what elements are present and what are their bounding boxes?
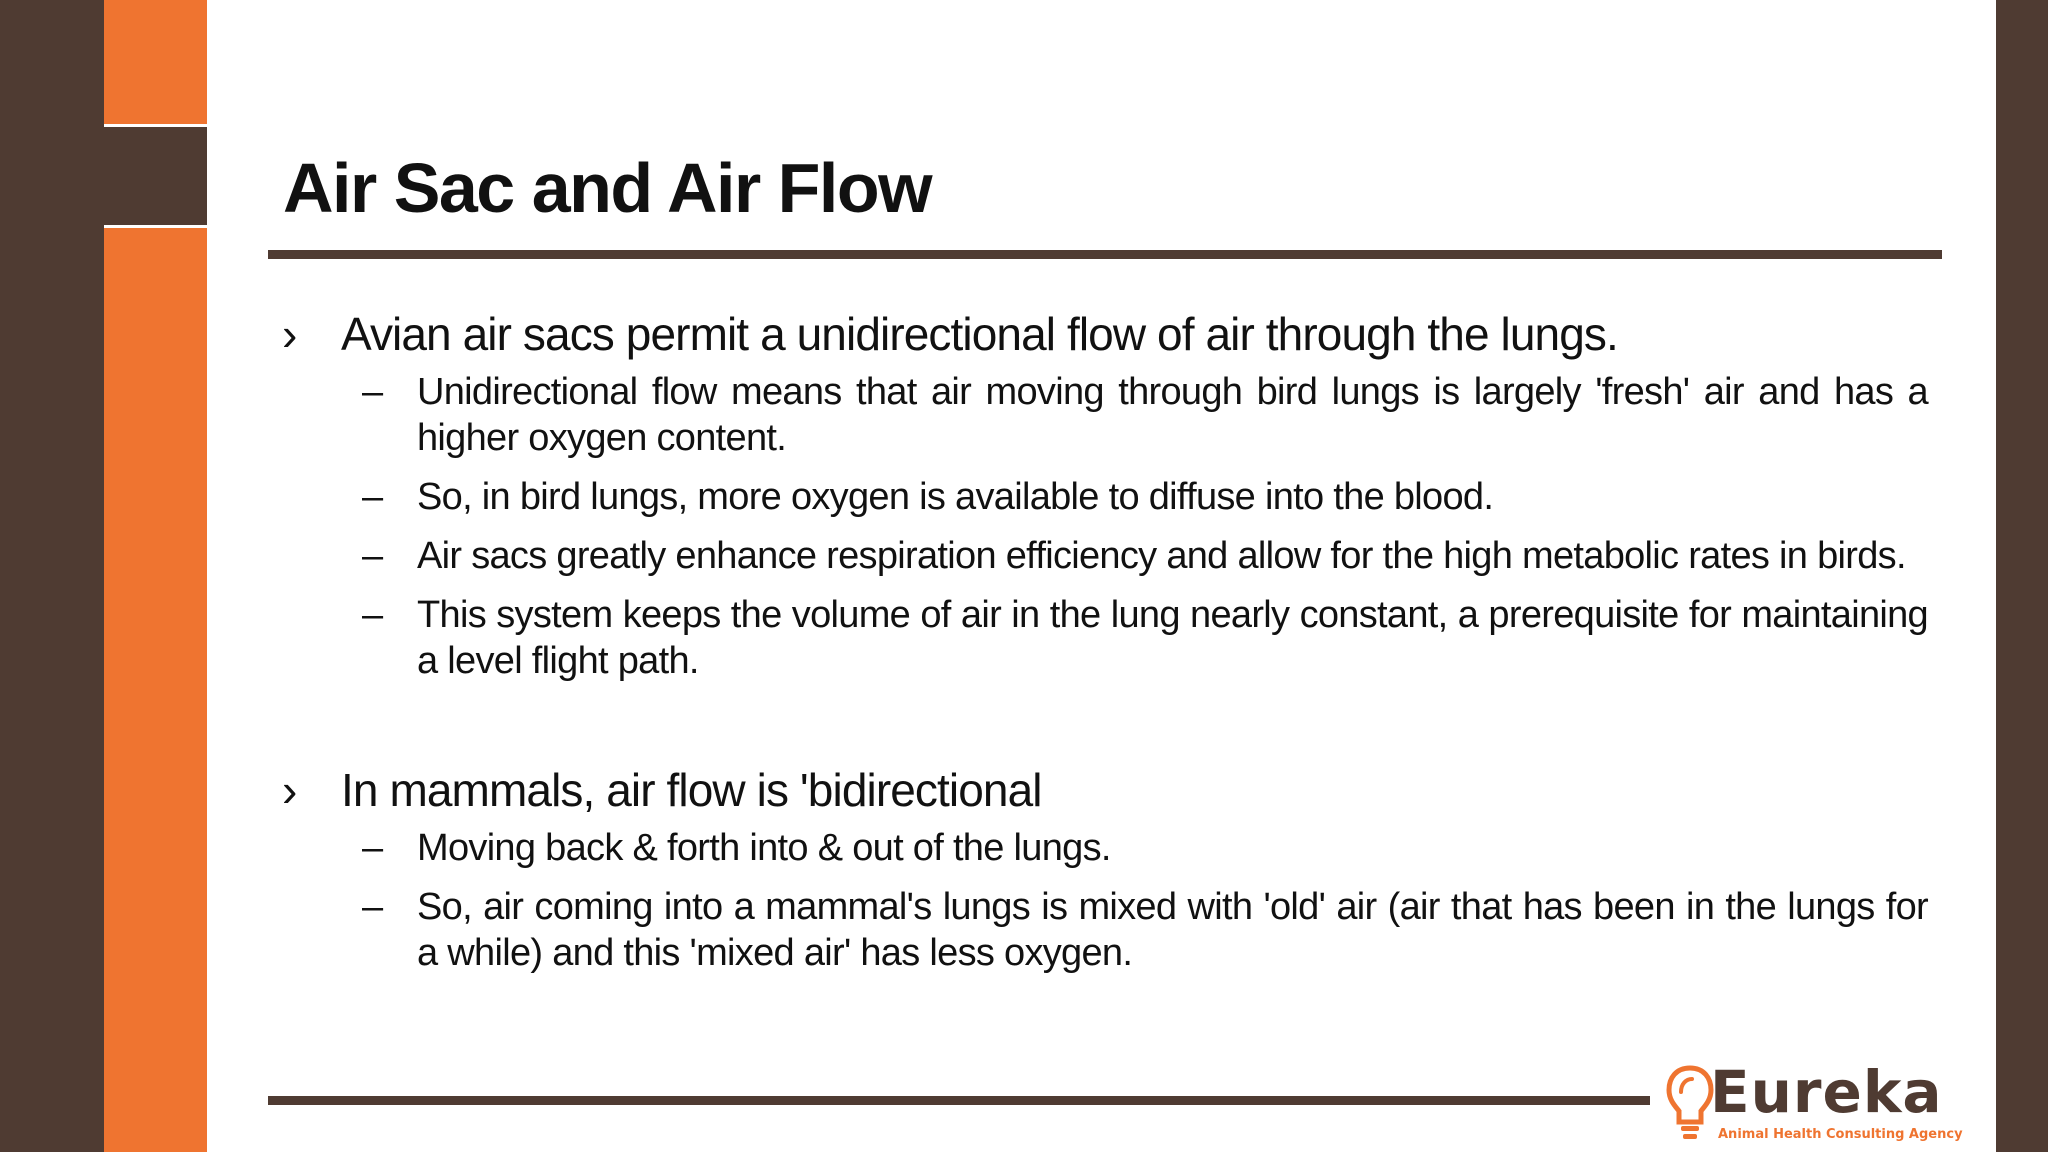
section-mammal: [282, 761, 1928, 976]
dash-bullet-icon: –: [362, 371, 383, 413]
dash-bullet-icon: –: [362, 476, 383, 518]
left-frame-band: [0, 0, 104, 1152]
logo-tagline: Animal Health Consulting Agency: [1718, 1127, 1963, 1142]
sub-point: [282, 474, 1928, 520]
dash-bullet-icon: –: [362, 827, 383, 869]
right-frame-band: [1996, 0, 2048, 1152]
sub-point-text: This system keeps the volume of air in the lung nearly constant, a prerequisite for maintaining a level flight path.: [417, 594, 1928, 682]
accent-divider-bottom: [104, 225, 207, 228]
sub-point-text: Moving back & forth into & out of the lungs.: [417, 827, 1111, 869]
sub-point: [282, 369, 1928, 461]
sub-point: [282, 884, 1928, 976]
accent-block: [104, 127, 207, 225]
bullet-text: Avian air sacs permit a unidirectional flow of air through the lungs.: [341, 308, 1618, 360]
lightbulb-head-icon: [1664, 1064, 1716, 1144]
bullet-text: In mammals, air flow is 'bidirectional: [341, 764, 1042, 816]
chevron-bullet-icon: ›: [282, 764, 297, 816]
dash-bullet-icon: –: [362, 535, 383, 577]
sub-point: [282, 592, 1928, 684]
sub-point-list: [282, 369, 1928, 684]
eureka-logo: [1660, 1058, 1963, 1148]
slide-content: [282, 305, 1928, 989]
sub-point-text: So, in bird lungs, more oxygen is available to diffuse into the blood.: [417, 476, 1494, 518]
title-rule: [268, 250, 1942, 259]
section-avian: [282, 305, 1928, 684]
sub-point-text: Unidirectional flow means that air moving through bird lungs is largely 'fresh' air and has a higher oxygen content.: [417, 371, 1928, 459]
chevron-bullet-icon: ›: [282, 308, 297, 360]
frame-gap: [207, 0, 211, 1152]
bullet-item: [282, 761, 1928, 819]
logo-wordmark: Eureka: [1710, 1058, 1943, 1126]
sub-point-text: So, air coming into a mammal's lungs is mixed with 'old' air (air that has been in the lungs for a while) and this 'mixed air' has less oxygen.: [417, 886, 1928, 974]
dash-bullet-icon: –: [362, 594, 383, 636]
section-spacer: [282, 697, 1928, 761]
dash-bullet-icon: –: [362, 886, 383, 928]
slide-title: Air Sac and Air Flow: [283, 149, 932, 227]
footer-rule: [268, 1096, 1650, 1105]
sub-point-text: Air sacs greatly enhance respiration efficiency and allow for the high metabolic rates in birds.: [417, 535, 1906, 577]
bullet-item: [282, 305, 1928, 363]
sub-point: [282, 533, 1928, 579]
sub-point-list: [282, 825, 1928, 976]
sub-point: [282, 825, 1928, 871]
